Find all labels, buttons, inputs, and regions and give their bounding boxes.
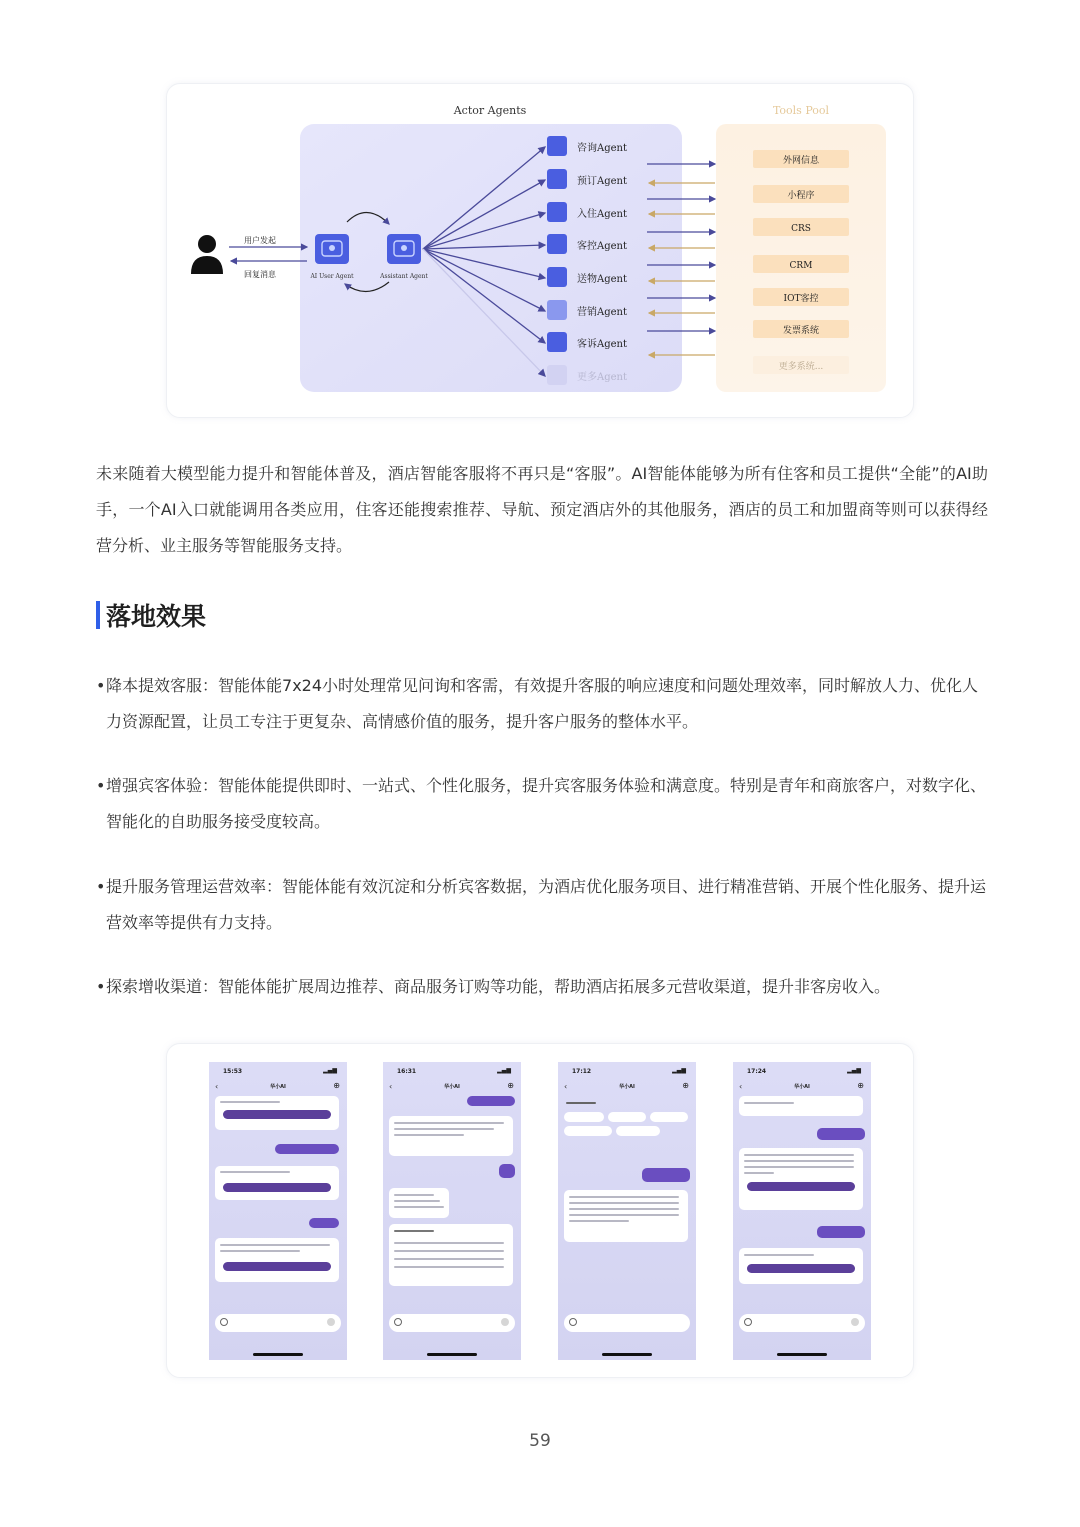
home-indicator [602,1353,652,1356]
agent-label: 客诉Agent [577,339,627,350]
bullet-dot: • [96,676,106,695]
agent-label: 客控Agent [577,241,627,252]
page-number: 59 [529,1431,551,1451]
phone-screenshot [558,1062,696,1360]
tool-label: 更多系统... [778,362,824,372]
tool-label: 发票系统 [782,326,820,336]
bullet-item [96,768,988,840]
suggestion-chip[interactable] [564,1112,604,1122]
tools-pool-title: Tools Pool [772,104,830,117]
back-icon[interactable]: ‹ [564,1082,568,1091]
chat-title: 华小AI [270,1084,286,1090]
more-icon[interactable]: ⊕ [333,1081,340,1090]
user-bubble [642,1168,690,1182]
more-icon[interactable]: ⊕ [507,1081,514,1090]
assistant-agent-icon [387,234,421,264]
assistant-agent-label: Assistant Agent [380,273,428,280]
user-bubble [467,1096,515,1106]
chat-title: 华小AI [794,1084,810,1090]
message-card [389,1188,449,1218]
status-time: 17:24 [747,1068,767,1075]
phone-screenshot [733,1062,871,1360]
add-icon[interactable] [744,1318,752,1326]
ai-user-agent-icon [315,234,349,264]
checkin-agent-icon [547,202,567,222]
chat-input[interactable] [215,1314,341,1332]
more-agent-icon [547,365,567,385]
intro-paragraph: 未来随着大模型能力提升和智能体普及，酒店智能客服将不再只是“客服”。AI智能体能够为所有住客和员工提供“全能”的AI助手，一个AI入口就能调用各类应用，住客还能搜索推荐、导航、预定酒店外的其他服务，酒店的员工和加盟商等则可以获得经营分析、业主服务等智能服务支持。 [96,464,988,555]
user-bubble [499,1164,515,1178]
action-button[interactable] [747,1264,855,1273]
user-icon [191,235,223,274]
message-card [215,1096,339,1130]
consult-agent-icon [547,136,567,156]
agent-label: 送物Agent [577,274,627,285]
delivery-agent-icon [547,267,567,287]
chat-input[interactable] [389,1314,515,1332]
booking-agent-icon [547,169,567,189]
complaint-agent-icon [547,332,567,352]
action-button[interactable] [223,1183,331,1192]
agent-label: 入住Agent [577,209,627,220]
user-bubble [309,1218,339,1228]
phone-screenshot [383,1062,521,1360]
section-accent-bar [96,601,100,629]
bullet-item [96,869,988,941]
back-icon[interactable]: ‹ [739,1082,743,1091]
message-card [739,1096,863,1116]
bullet-dot: • [96,776,106,795]
bullet-item [96,668,988,740]
agent-label: 更多Agent [577,372,627,383]
chat-input[interactable] [564,1314,690,1332]
action-button[interactable] [223,1110,331,1119]
bullet-label: 增强宾客体验： [106,776,219,795]
bullet-text: 智能体能提供即时、一站式、个性化服务，提升宾客服务体验和满意度。特别是青年和商旅客户，对数字化、智能化的自助服务接受度较高。 [106,776,987,831]
more-icon[interactable]: ⊕ [857,1081,864,1090]
mic-icon[interactable] [501,1318,509,1326]
status-time: 15:53 [223,1068,243,1075]
agent-architecture-diagram [166,83,914,418]
home-indicator [253,1353,303,1356]
bullet-dot: • [96,977,106,996]
section-title: 落地效果 [106,602,207,631]
home-indicator [777,1353,827,1356]
action-button[interactable] [747,1182,855,1191]
diagram-canvas [167,84,913,417]
add-icon[interactable] [394,1318,402,1326]
message-card [739,1148,863,1210]
action-button[interactable] [223,1262,331,1271]
tool-label: CRM [789,261,813,271]
emoji-icon[interactable] [569,1318,577,1326]
user-bubble [275,1144,339,1154]
mic-icon[interactable] [327,1318,335,1326]
bullet-label: 提升服务管理运营效率： [106,877,283,896]
marketing-agent-icon [547,300,567,320]
signal-icon: ▂▄▆ [847,1067,861,1074]
agent-label: 咨询Agent [577,143,627,154]
tool-label: 小程序 [787,191,815,201]
user-bubble [817,1128,865,1140]
home-indicator [427,1353,477,1356]
actor-agents-title: Actor Agents [453,104,527,117]
add-icon[interactable] [220,1318,228,1326]
tool-label: CRS [791,224,811,234]
status-time: 16:31 [397,1068,417,1075]
mic-icon[interactable] [851,1318,859,1326]
section-heading [96,598,206,632]
tool-label: 外网信息 [782,156,820,166]
bullet-label: 降本提效客服： [106,676,219,695]
signal-icon: ▂▄▆ [497,1067,511,1074]
bullet-item [96,969,988,1005]
user-bubble [817,1226,865,1238]
agent-label: 预订Agent [577,176,627,187]
app-screenshots-figure [166,1043,914,1378]
back-icon[interactable]: ‹ [389,1082,393,1091]
agent-label: 营销Agent [577,307,627,318]
reply-label: 回复消息 [244,270,276,279]
message-card [215,1166,339,1200]
back-icon[interactable]: ‹ [215,1082,219,1091]
user-send-label: 用户发起 [244,236,276,245]
chat-title: 华小AI [444,1084,460,1090]
suggestion-chip[interactable] [564,1126,612,1136]
bullet-dot: • [96,877,106,896]
chat-input[interactable] [739,1314,865,1332]
message-card [389,1116,513,1156]
tool-label: IOT客控 [783,294,819,304]
signal-icon: ▂▄▆ [323,1067,337,1074]
suggestion-chip[interactable] [616,1126,660,1136]
message-card [215,1238,339,1282]
bullet-text: 智能体能7x24小时处理常见问询和客需，有效提升客服的响应速度和问题处理效率，同时解放人力、优化人力资源配置，让员工专注于更复杂、高情感价值的服务，提升客户服务的整体水平。 [106,676,979,731]
bullet-text: 智能体能扩展周边推荐、商品服务订购等功能，帮助酒店拓展多元营收渠道，提升非客房收入。 [218,977,891,996]
status-time: 17:12 [572,1068,592,1075]
bullet-label: 探索增收渠道： [106,977,219,996]
order-card [389,1224,513,1286]
message-card [564,1190,688,1242]
phone-screenshot [209,1062,347,1360]
ai-user-agent-label: AI User Agent [310,273,354,280]
more-icon[interactable]: ⊕ [682,1081,689,1090]
message-card [739,1248,863,1284]
suggestion-chip[interactable] [608,1112,646,1122]
suggestion-chip[interactable] [650,1112,688,1122]
room-control-agent-icon [547,234,567,254]
signal-icon: ▂▄▆ [672,1067,686,1074]
chat-title: 华小AI [619,1084,635,1090]
bullet-text: 智能体能有效沉淀和分析宾客数据，为酒店优化服务项目、进行精准营销、开展个性化服务、提升运营效率等提供有力支持。 [106,877,987,932]
actor-agents-panel [300,124,682,392]
